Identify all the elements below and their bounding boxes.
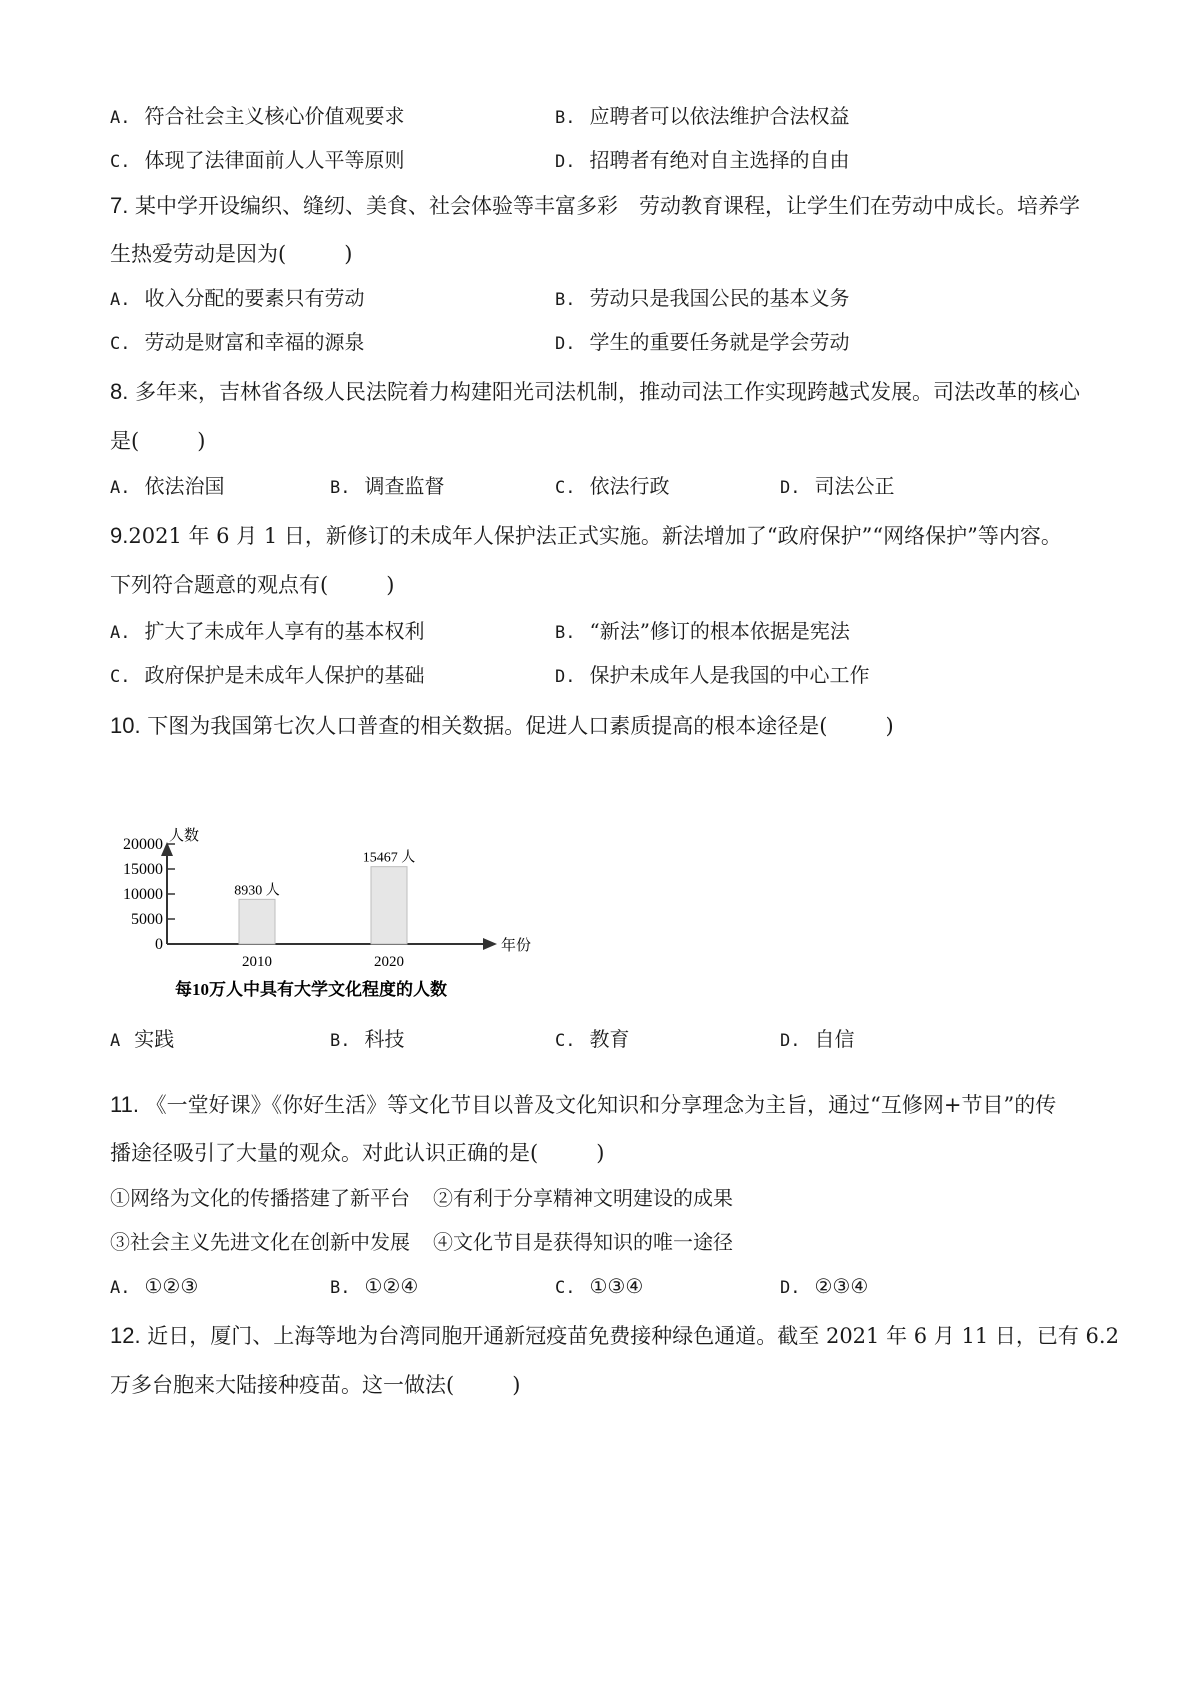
q7-option-a[interactable] [110, 288, 364, 309]
question-number: 10. [110, 713, 141, 738]
option-text: 科技 [364, 1027, 405, 1051]
q7-stem-line1 [110, 195, 1080, 217]
option-label: A. [110, 623, 131, 643]
option-label: C. [555, 1031, 576, 1051]
option-label: B. [330, 1278, 351, 1298]
q11-statement-4 [433, 1232, 733, 1252]
close-paren: ) [885, 714, 894, 738]
q10-stem [110, 715, 894, 737]
q9-option-d[interactable] [555, 665, 869, 686]
q11-option-b[interactable] [330, 1276, 418, 1297]
option-label: B. [555, 290, 576, 310]
q7-option-d[interactable] [555, 332, 849, 353]
option-label: C. [555, 1278, 576, 1298]
question-text: 近日，厦门、上海等地为台湾同胞开通新冠疫苗免费接种绿色通道。截至 2021 年 6 月 11 日，已有 6.2 [147, 1324, 1119, 1348]
close-paren: ) [596, 1141, 605, 1165]
statement-text: ②有利于分享精神文明建设的成果 [433, 1186, 733, 1210]
statement-text: ①网络为文化的传播搭建了新平台 [110, 1186, 410, 1210]
q7-option-b[interactable] [555, 288, 849, 309]
y-tick-label: 10000 [123, 886, 163, 903]
y-tick-label: 5000 [131, 911, 163, 928]
question-number: 7. [110, 193, 129, 218]
option-text: 保护未成年人是我国的中心工作 [589, 663, 870, 687]
x-tick-label: 2020 [374, 954, 404, 970]
option-label: B. [330, 478, 351, 498]
option-text: 学生的重要任务就是学会劳动 [589, 330, 850, 354]
q11-statement-3 [110, 1232, 410, 1252]
population-bar-chart [105, 812, 585, 1102]
q10-option-b[interactable] [330, 1029, 404, 1050]
q8-stem-line2 [110, 431, 205, 452]
option-text: 劳动只是我国公民的基本义务 [589, 286, 850, 310]
q10-option-c[interactable] [555, 1029, 629, 1050]
option-label: A [110, 1031, 121, 1051]
q8-option-d[interactable] [780, 476, 894, 497]
bars [234, 850, 415, 970]
q8-stem-line1 [110, 381, 1080, 403]
q9-option-b[interactable] [555, 621, 850, 642]
question-number: 12. [110, 1323, 141, 1348]
question-number: 8. [110, 379, 129, 404]
statement-text: ④文化节目是获得知识的唯一途径 [433, 1230, 733, 1254]
option-label: D. [555, 152, 576, 172]
option-text: ①②④ [364, 1274, 419, 1298]
q6-option-a[interactable] [110, 106, 404, 127]
option-text: 招聘者有绝对自主选择的自由 [589, 148, 850, 172]
option-text: 扩大了未成年人享有的基本权利 [144, 619, 425, 643]
option-text: ②③④ [814, 1274, 869, 1298]
y-tick-label: 0 [155, 936, 163, 953]
q11-stem-line2 [110, 1143, 604, 1164]
option-label: B. [555, 108, 576, 128]
q9-option-c[interactable] [110, 665, 424, 686]
chart-caption: 每10万人中具有大学文化程度的人数 [175, 980, 447, 999]
bar-data-label: 8930 人 [234, 883, 280, 899]
close-paren: ) [512, 1373, 521, 1397]
q8-option-c[interactable] [555, 476, 669, 497]
option-text: 收入分配的要素只有劳动 [144, 286, 365, 310]
q11-option-d[interactable] [780, 1276, 868, 1297]
option-text: “新法”修订的根本依据是宪法 [589, 619, 850, 643]
option-text: 符合社会主义核心价值观要求 [144, 104, 405, 128]
x-axis-arrow [483, 938, 497, 950]
option-label: A. [110, 108, 131, 128]
option-label: C. [110, 152, 131, 172]
option-label: B. [555, 623, 576, 643]
option-label: A. [110, 290, 131, 310]
option-label: D. [780, 1031, 801, 1051]
q6-option-d[interactable] [555, 150, 849, 171]
option-text: 自信 [814, 1027, 855, 1051]
q8-option-a[interactable] [110, 476, 224, 497]
q11-option-c[interactable] [555, 1276, 643, 1297]
option-text: ①③④ [589, 1274, 644, 1298]
y-tick-label: 15000 [123, 861, 163, 878]
option-text: 司法公正 [814, 474, 895, 498]
question-text: 播途径吸引了大量的观众。对此认识正确的是( [110, 1141, 539, 1165]
q9-option-a[interactable] [110, 621, 424, 642]
option-text: 实践 [134, 1027, 175, 1051]
q6-option-b[interactable] [555, 106, 849, 127]
option-label: D. [555, 667, 576, 687]
question-text: 多年来，吉林省各级人民法院着力构建阳光司法机制，推动司法工作实现跨越式发展。司法改革的核心 [135, 380, 1081, 404]
question-text: 下列符合题意的观点有( [110, 573, 329, 597]
q10-option-d[interactable] [780, 1029, 854, 1050]
bar-data-label: 15467 人 [362, 850, 416, 866]
bar-2010 [239, 899, 275, 944]
q11-stem-line1 [110, 1094, 1056, 1116]
option-label: D. [555, 334, 576, 354]
option-label: A. [110, 1278, 131, 1298]
q7-option-c[interactable] [110, 332, 364, 353]
x-tick-label: 2010 [242, 954, 272, 970]
option-label: C. [110, 334, 131, 354]
q9-stem-line1 [110, 525, 1062, 547]
question-text: 万多台胞来大陆接种疫苗。这一做法( [110, 1373, 455, 1397]
statement-text: ③社会主义先进文化在创新中发展 [110, 1230, 410, 1254]
option-text: ①②③ [144, 1274, 199, 1298]
q10-option-a[interactable] [110, 1029, 174, 1050]
bar-2020 [371, 867, 407, 944]
q11-option-a[interactable] [110, 1276, 198, 1297]
q8-option-b[interactable] [330, 476, 444, 497]
q7-stem-line2 [110, 244, 352, 265]
question-text: 是( [110, 429, 140, 453]
q11-statement-2 [433, 1188, 733, 1208]
question-text: 2021 年 6 月 1 日，新修订的未成年人保护法正式实施。新法增加了“政府保护”“网络保护”等内容。 [128, 524, 1062, 548]
question-text: 下图为我国第七次人口普查的相关数据。促进人口素质提高的根本途径是( [147, 714, 828, 738]
close-paren: ) [386, 573, 395, 597]
y-tick-label: 20000 [123, 836, 163, 853]
option-label: B. [330, 1031, 351, 1051]
option-text: 体现了法律面前人人平等原则 [144, 148, 405, 172]
q9-stem-line2 [110, 575, 394, 596]
q11-statement-1 [110, 1188, 410, 1208]
option-label: D. [780, 478, 801, 498]
question-text: 生热爱劳动是因为( [110, 242, 287, 266]
option-text: 应聘者可以依法维护合法权益 [589, 104, 850, 128]
question-text: 《一堂好课》《你好生活》等文化节目以普及文化知识和分享理念为主旨，通过“互修网+节目”的传 [145, 1093, 1057, 1117]
close-paren: ) [344, 242, 353, 266]
option-label: C. [555, 478, 576, 498]
q6-option-c[interactable] [110, 150, 404, 171]
option-text: 依法治国 [144, 474, 225, 498]
option-text: 依法行政 [589, 474, 670, 498]
option-label: D. [780, 1278, 801, 1298]
option-text: 政府保护是未成年人保护的基础 [144, 663, 425, 687]
close-paren: ) [197, 429, 206, 453]
option-label: C. [110, 667, 131, 687]
question-text: 某中学开设编织、缝纫、美食、社会体验等丰富多彩 劳动教育课程，让学生们在劳动中成长。培养学 [135, 194, 1081, 218]
chart-axes [161, 842, 497, 950]
q12-stem-line2 [110, 1375, 520, 1396]
question-number: 9. [110, 523, 129, 548]
option-text: 劳动是财富和幸福的源泉 [144, 330, 365, 354]
option-text: 调查监督 [364, 474, 445, 498]
y-axis-label: 人数 [169, 828, 200, 844]
option-text: 教育 [589, 1027, 630, 1051]
question-number: 11. [110, 1092, 139, 1117]
x-axis-label: 年份 [501, 938, 532, 954]
option-label: A. [110, 478, 131, 498]
q12-stem-line1 [110, 1325, 1119, 1347]
